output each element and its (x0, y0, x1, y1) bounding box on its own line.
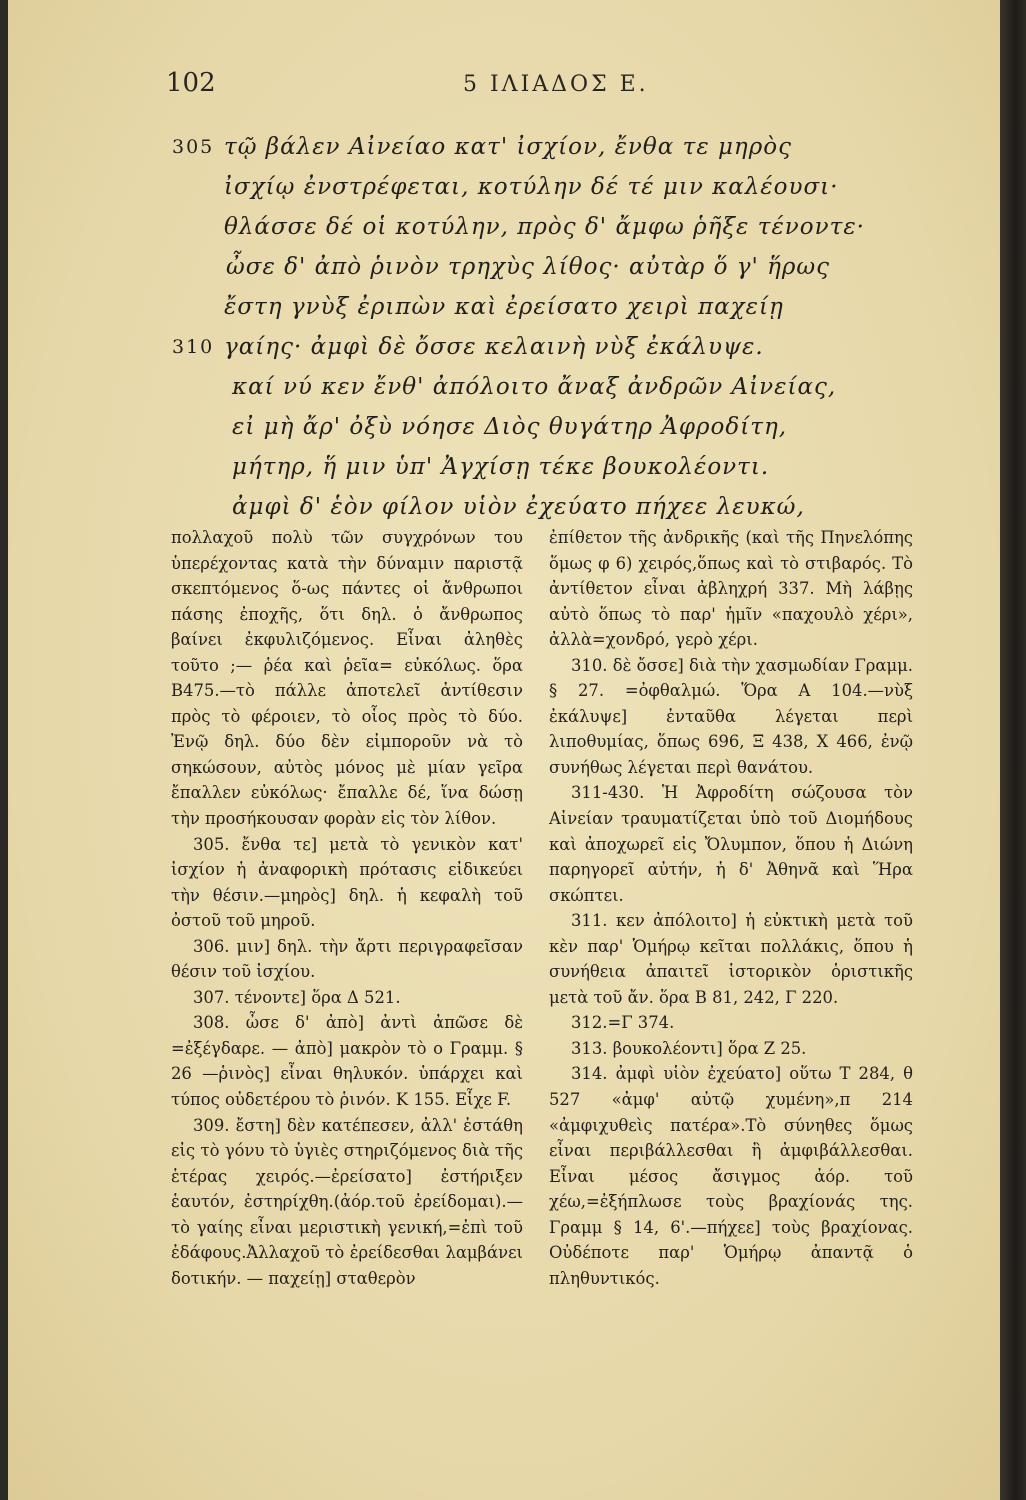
verse-number: 310 (172, 336, 215, 358)
verse-text: ἀμφὶ δ' ἑὸν φίλον υἱὸν ἐχεύατο πήχεε λευκώ, (232, 494, 805, 520)
verse-text: μήτηρ, ἥ μιν ὑπ' Ἀγχίσῃ τέκε βουκολέοντι. (232, 454, 770, 480)
verse-text: εἰ μὴ ἄρ' ὀξὺ νόησε Διὸς θυγάτηρ Ἀφροδίτη, (232, 414, 788, 440)
verse-text: τῷ βάλεν Αἰνείαο κατ' ἰσχίον, ἔνθα τε μηρὸς (224, 134, 792, 160)
commentary-paragraph: 313. βουκολέοντι] ὅρα Ζ 25. (571, 1038, 807, 1058)
verse-line (8, 134, 1000, 170)
verse-line (8, 414, 1000, 450)
verse-line (8, 254, 1000, 290)
page-number: 102 (166, 68, 216, 98)
commentary-paragraph: 308. ὦσε δ' ἀπὸ] ἀντὶ ἀπῶσε δὲ =ἐξέγδαρε. — ἀπὸ] μακρὸν τὸ ο Γραμμ. § 26 —ῥινὸς] εἶναι θηλυκόν. ὑπάρχει καὶ τύπος οὐδετέρου τὸ ῥινόν. Κ 155. Εἶχε F. (171, 1013, 523, 1110)
verse-text: γαίης· ἀμφὶ δὲ ὄσσε κελαινὴ νὺξ ἐκάλυψε. (224, 334, 764, 360)
book-page (8, 0, 1000, 1500)
commentary-left-column (171, 525, 523, 1291)
commentary-paragraph: 311-430. Ἡ Ἀφροδίτη σώζουσα τὸν Αἰνείαν τραυματίζεται ὑπὸ τοῦ Διομήδους καὶ ἀποχωρεῖ εἰς Ὄλυμπον, ὅπου ἡ Διώνη παρηγορεῖ αὐτήν, ἡ δ' Ἀθηνᾶ καὶ Ἥρα σκώπτει. (549, 783, 913, 905)
book-spine (1000, 0, 1026, 1500)
verse-text: καί νύ κεν ἔνθ' ἀπόλοιτο ἄναξ ἀνδρῶν Αἰνείας, (232, 374, 837, 400)
commentary-paragraph: ἐπίθετον τῆς ἀνδρικῆς (καὶ τῆς Πηνελόπης ὅμως φ 6) χειρός,ὅπως καὶ τὸ στιβαρός. Τὸ ἀντίθετον εἶναι ἀβληχρή 337. Μὴ λάβῃς αὐτὸ ὅπως τὸ παρ' ἡμῖν «παχουλὸ χέρι», ἀλλὰ=χονδρό, γερὸ χέρι. (549, 528, 913, 650)
verse-text: ὦσε δ' ἀπὸ ῥινὸν τρηχὺς λίθος· αὐτὰρ ὅ γ' ἥρως (226, 254, 831, 280)
commentary-paragraph: 314. ἀμφὶ υἱὸν ἐχεύατο] οὕτω Τ 284, θ 527 «ἀμφ' αὐτῷ χυμένη»,π 214 «ἀμφιχυθεὶς πατέρα».Τὸ σύνηθες ὅμως εἶναι περιβάλλεσθαι ἢ ἀμφιβάλλεσθαι. Εἶναι μέσος ἄσιγμος ἀόρ. τοῦ χέω,=ἐξήπλωσε τοὺς βραχίονάς της. Γραμμ § 14, 6'.—πήχεε] τοὺς βραχίονας. Οὐδέποτε παρ' Ὁμήρῳ ἀπαντᾷ ὁ πληθυντικός. (549, 1064, 913, 1288)
commentary-right-column (549, 525, 913, 1291)
verse-line (8, 374, 1000, 410)
commentary-paragraph: πολλαχοῦ πολὺ τῶν συγχρόνων του ὑπερέχοντας κατὰ τὴν δύναμιν παριστᾷ σκεπτόμενος ὅ-ως πάντες οἱ ἄνθρωποι πάσης ἐποχῆς, ὅτι δηλ. ὁ ἄνθρωπος βαίνει ἐκφυλιζόμενος. Εἶναι ἀληθὲς τοῦτο ;— ῥέα καὶ ῥεῖα= εὐκόλως. ὅρα Β475.—τὸ πάλλε ἀποτελεῖ ἀντίθεσιν πρὸς τὸ φέροιεν, τὸ οἷος πρὸς τὸ δύο. Ἐνῷ δηλ. δύο δὲν εἰμποροῦν νὰ τὸ σηκώσουν, αὐτὸς μόνος μὲ μίαν γεῖρα ἔπαλλεν εὐκόλως· ἔπαλλε δέ, ἵνα δώσῃ τὴν προσήκουσαν φορὰν εἰς τὸν λίθον. (171, 528, 523, 829)
verse-text: ἔστη γνὺξ ἐριπὼν καὶ ἐρείσατο χειρὶ παχείῃ (224, 294, 784, 320)
verse-number: 305 (172, 136, 215, 158)
commentary-paragraph: 309. ἔστη] δὲν κατέπεσεν, ἀλλ' ἐστάθη εἰς τὸ γόνυ τὸ ὑγιὲς στηριζόμενος διὰ τῆς ἑτέρας χειρός.—ἐρείσατο] ἐστήριξεν ἑαυτόν, ἐστηρίχθη.(ἀόρ.τοῦ ἐρείδομαι).—τὸ γαίης εἶναι μεριστικὴ γενική,=ἐπὶ τοῦ ἐδάφους.Ἀλλαχοῦ τὸ ἐρείδεσθαι λαμβάνει δοτικήν. — παχείῃ] σταθερὸν (171, 1115, 523, 1288)
verse-line (8, 454, 1000, 490)
verse-line (8, 294, 1000, 330)
commentary-paragraph: 310. δὲ ὄσσε] διὰ τὴν χασμωδίαν Γραμμ. § 27. =ὀφθαλμώ. Ὅρα Α 104.—νὺξ ἐκάλυψε] ἐνταῦθα λέγεται περὶ λιποθυμίας, ὅπως 696, Ξ 438, Χ 466, ἐνῷ συνήθως λέγεται περὶ θανάτου. (549, 655, 913, 777)
page-header (8, 68, 1000, 108)
verse-text: θλάσσε δέ οἱ κοτύλην, πρὸς δ' ἄμφω ῥῆξε τένοντε· (224, 214, 865, 240)
commentary-paragraph: 306. μιν] δηλ. τὴν ἄρτι περιγραφεῖσαν θέσιν τοῦ ἰσχίου. (171, 936, 523, 982)
commentary-paragraph: 311. κεν ἀπόλοιτο] ἡ εὐκτικὴ μετὰ τοῦ κὲν παρ' Ὁμήρῳ κεῖται πολλάκις, ὅπου ἡ συνήθεια ἀπαιτεῖ ἱστορικὸν ὁριστικῆς μετὰ τοῦ ἄν. ὅρα Β 81, 242, Γ 220. (549, 911, 913, 1007)
verse-line (8, 174, 1000, 210)
commentary-paragraph: 307. τένοντε] ὅρα Δ 521. (193, 987, 401, 1007)
commentary-paragraph: 312.=Γ 374. (571, 1013, 675, 1033)
running-head: 5 ΙΛΙΑΔΟΣ Ε. (463, 72, 649, 97)
verse-line (8, 334, 1000, 370)
commentary-paragraph: 305. ἔνθα τε] μετὰ τὸ γενικὸν κατ' ἰσχίον ἡ ἀναφορικὴ πρότασις εἰδικεύει τὴν θέσιν.—μηρὸς] δηλ. ἡ κεφαλὴ τοῦ ὀστοῦ τοῦ μηροῦ. (171, 834, 523, 931)
verse-text: ἰσχίῳ ἐνστρέφεται, κοτύλην δέ τέ μιν καλέουσι· (224, 174, 839, 200)
verse-line (8, 214, 1000, 250)
